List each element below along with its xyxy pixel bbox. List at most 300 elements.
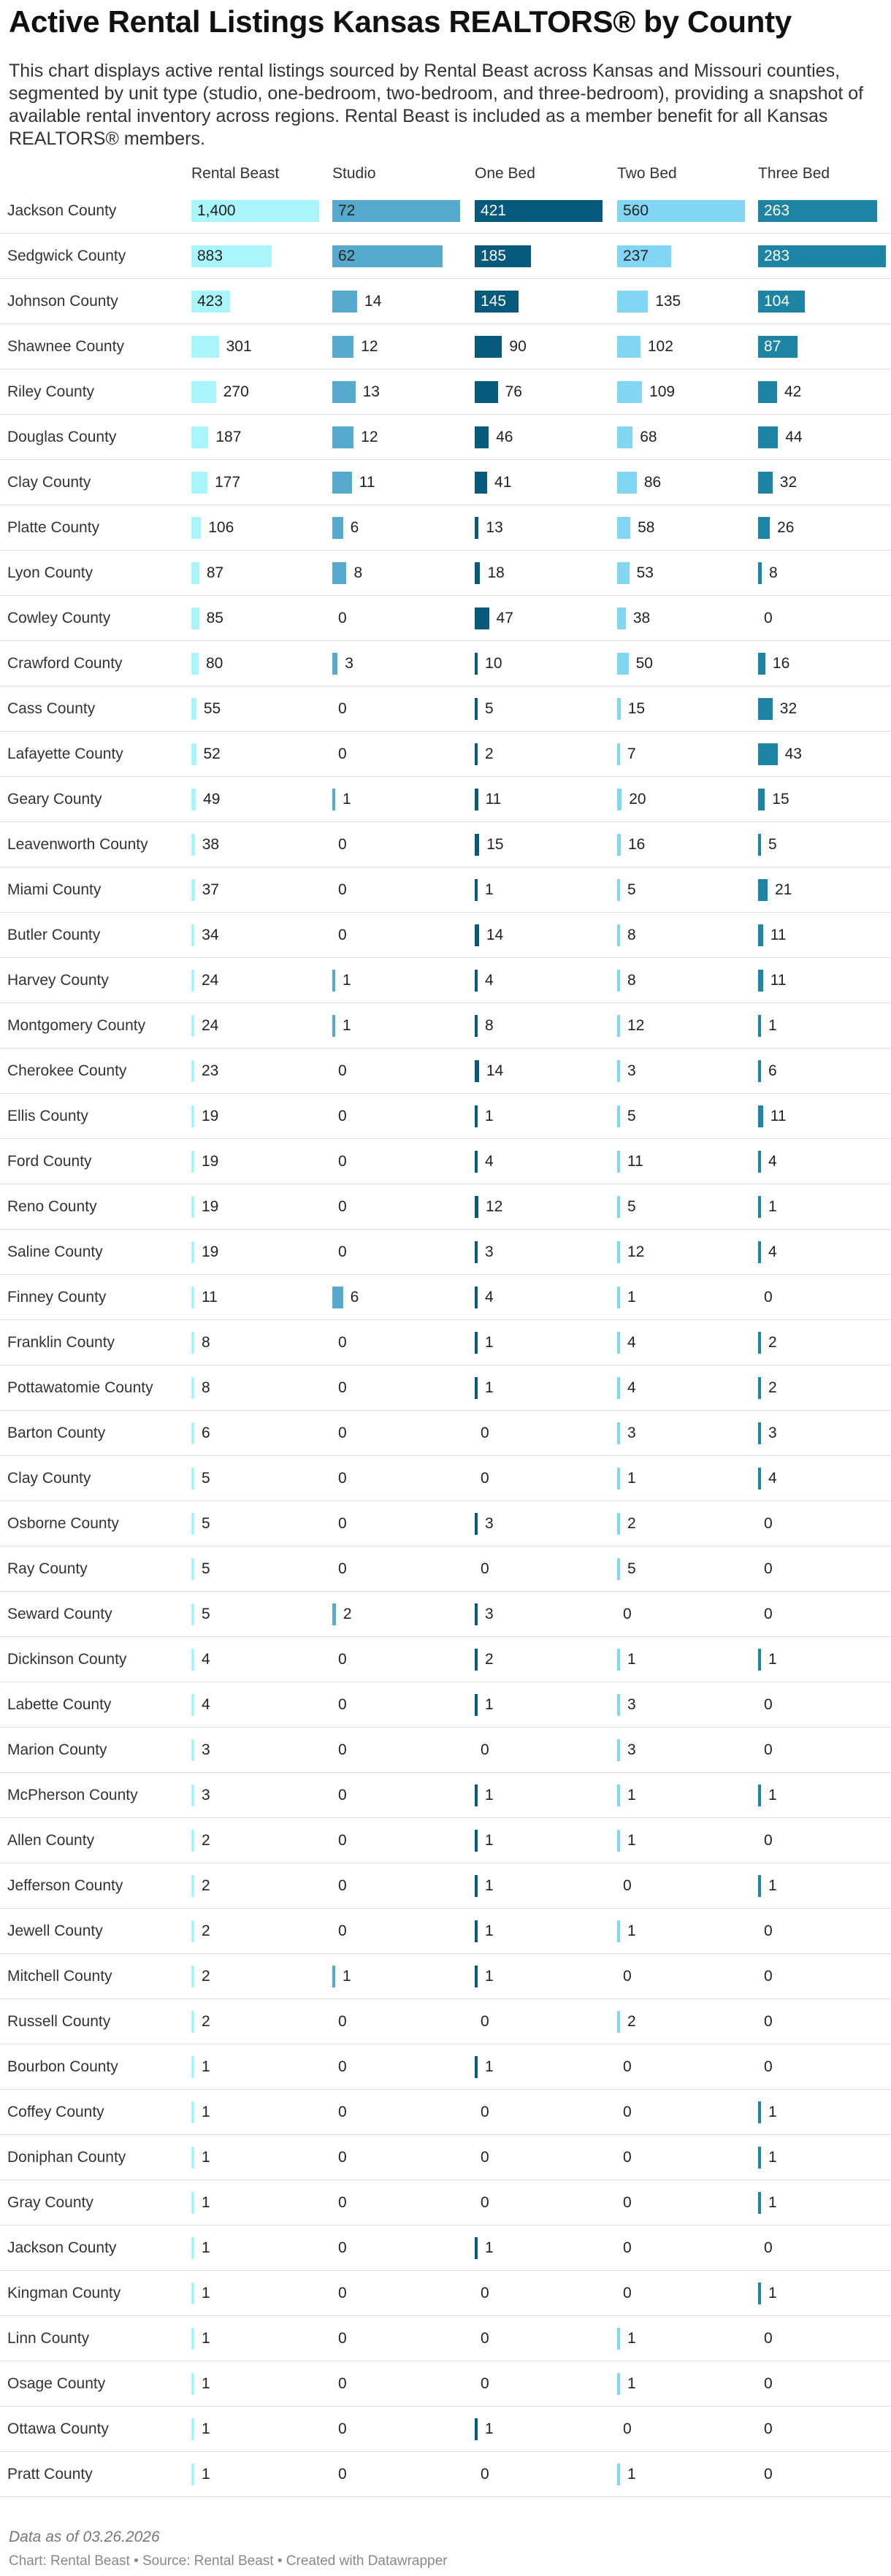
two-bed-bar [617, 1015, 620, 1037]
three-bed-bar [758, 1785, 761, 1806]
studio-value: 0 [338, 2013, 347, 2030]
one-bed-bar [475, 472, 487, 494]
rental-beast-bar [191, 2328, 194, 2350]
three-bed-value: 283 [764, 248, 790, 264]
table-row [0, 1773, 891, 1818]
rental-beast-bar [191, 1603, 194, 1625]
one-bed-bar [475, 1241, 478, 1263]
county-label: Riley County [7, 383, 95, 400]
county-label: Saline County [7, 1243, 103, 1260]
two-bed-bar [617, 698, 621, 720]
table-row [0, 1003, 891, 1049]
column-header-one-bed[interactable]: One Bed [475, 165, 535, 182]
two-bed-bar [617, 1558, 620, 1580]
three-bed-bar [758, 472, 773, 494]
table-row [0, 867, 891, 913]
table-row [0, 415, 891, 460]
two-bed-bar [617, 1377, 620, 1399]
county-label: Ray County [7, 1560, 88, 1577]
three-bed-value: 0 [764, 1741, 773, 1758]
two-bed-bar [617, 879, 620, 901]
studio-value: 8 [353, 564, 363, 581]
rental-beast-bar [191, 562, 199, 584]
table-row [0, 1049, 891, 1094]
rental-beast-value: 6 [202, 1425, 210, 1441]
one-bed-value: 0 [481, 2285, 489, 2301]
one-bed-value: 4 [485, 1289, 494, 1306]
three-bed-value: 1 [768, 1017, 777, 1034]
table-row [0, 777, 891, 822]
one-bed-bar [475, 1694, 478, 1716]
studio-value: 11 [359, 474, 375, 491]
rental-beast-bar [191, 1694, 194, 1716]
studio-value: 0 [338, 1877, 347, 1894]
table-row [0, 958, 891, 1003]
three-bed-value: 1 [768, 2149, 777, 2166]
studio-value: 0 [338, 1243, 347, 1260]
three-bed-value: 3 [768, 1425, 777, 1441]
studio-bar [332, 653, 337, 675]
studio-value: 0 [338, 1741, 347, 1758]
rental-beast-value: 423 [197, 293, 223, 310]
rental-beast-bar [191, 426, 208, 448]
two-bed-value: 4 [627, 1334, 636, 1351]
rental-beast-value: 5 [202, 1515, 210, 1532]
column-header-rental-beast[interactable]: Rental Beast [191, 165, 280, 182]
column-header-two-bed[interactable]: Two Bed [617, 165, 677, 182]
one-bed-bar [475, 2056, 478, 2078]
two-bed-bar [617, 970, 620, 992]
one-bed-value: 0 [481, 1425, 489, 1441]
one-bed-bar [475, 1015, 478, 1037]
one-bed-value: 3 [485, 1515, 494, 1532]
county-label: Ford County [7, 1153, 92, 1170]
rental-beast-bar [191, 2237, 194, 2259]
one-bed-bar [475, 789, 478, 810]
two-bed-bar [617, 1739, 620, 1761]
one-bed-value: 13 [486, 519, 503, 536]
one-bed-value: 1 [485, 1968, 494, 1985]
three-bed-value: 87 [764, 338, 781, 355]
county-label: Douglas County [7, 429, 117, 445]
rental-beast-bar [191, 1196, 194, 1218]
rental-beast-bar [191, 1649, 194, 1671]
one-bed-value: 1 [485, 1334, 494, 1351]
county-label: Franklin County [7, 1334, 115, 1351]
one-bed-bar [475, 426, 489, 448]
county-label: Marion County [7, 1741, 107, 1758]
three-bed-bar [758, 517, 770, 539]
three-bed-value: 6 [768, 1062, 777, 1079]
rental-beast-bar [191, 2147, 194, 2169]
county-label: Allen County [7, 1832, 95, 1849]
county-label: Jackson County [7, 202, 117, 219]
one-bed-bar [475, 924, 479, 946]
table-row [0, 2226, 891, 2271]
one-bed-bar [475, 1966, 478, 1987]
one-bed-value: 0 [481, 1560, 489, 1577]
rental-beast-bar [191, 472, 207, 494]
two-bed-bar [617, 2328, 620, 2350]
one-bed-value: 0 [481, 2330, 489, 2347]
two-bed-value: 4 [627, 1379, 636, 1396]
county-label: Clay County [7, 1470, 91, 1487]
one-bed-value: 185 [481, 248, 507, 264]
county-label: Harvey County [7, 972, 109, 989]
three-bed-value: 0 [764, 2013, 773, 2030]
three-bed-bar [758, 1422, 761, 1444]
one-bed-value: 1 [485, 2420, 494, 2437]
one-bed-bar [475, 1377, 478, 1399]
county-label: Seward County [7, 1606, 112, 1622]
two-bed-bar [617, 336, 640, 358]
two-bed-value: 237 [623, 248, 649, 264]
one-bed-value: 46 [496, 429, 513, 445]
two-bed-value: 12 [627, 1017, 645, 1034]
table-row [0, 1275, 891, 1320]
three-bed-bar [758, 924, 763, 946]
county-label: Leavenworth County [7, 836, 148, 853]
rental-beast-value: 1 [202, 2420, 210, 2437]
studio-bar [332, 381, 356, 403]
two-bed-bar [617, 291, 648, 313]
three-bed-value: 32 [779, 700, 798, 717]
three-bed-value: 44 [785, 429, 803, 445]
rental-beast-value: 1 [202, 2149, 210, 2166]
county-label: Osborne County [7, 1515, 119, 1532]
studio-bar [332, 472, 352, 494]
rental-beast-bar [191, 789, 196, 810]
studio-value: 0 [338, 1334, 347, 1351]
studio-bar [332, 789, 335, 810]
two-bed-value: 5 [627, 1198, 636, 1215]
rental-beast-bar [191, 1241, 194, 1263]
two-bed-value: 0 [623, 1606, 632, 1622]
table-row [0, 2316, 891, 2361]
three-bed-value: 2 [768, 1379, 777, 1396]
county-label: Johnson County [7, 293, 118, 310]
rental-beast-value: 5 [202, 1470, 210, 1487]
two-bed-bar [617, 1151, 620, 1173]
three-bed-value: 0 [764, 1515, 773, 1532]
two-bed-bar [617, 1830, 620, 1852]
rental-beast-bar [191, 2282, 194, 2304]
county-label: Ottawa County [7, 2420, 109, 2437]
chart-subtitle: This chart displays active rental listings sourced by Rental Beast across Kansas and Missouri counties, segmented by unit type (studio, one-bedroom, two-bedroom, and three-bedroom), providing a snapshot of available rental inventory across regions. Rental Beast is included as a member benefit for all Kansas REALTORS® members. [9, 61, 864, 149]
rental-beast-value: 883 [197, 248, 223, 264]
county-label: Dickinson County [7, 1651, 127, 1668]
table-row [0, 505, 891, 551]
three-bed-bar [758, 1649, 761, 1671]
table-row [0, 2044, 891, 2090]
one-bed-value: 18 [487, 564, 505, 581]
one-bed-bar [475, 879, 478, 901]
studio-value: 0 [338, 1515, 347, 1532]
studio-value: 0 [338, 1696, 347, 1713]
two-bed-value: 0 [623, 2104, 632, 2120]
one-bed-value: 4 [485, 1153, 494, 1170]
one-bed-bar [475, 381, 498, 403]
studio-value: 14 [364, 293, 382, 310]
one-bed-value: 15 [486, 836, 504, 853]
one-bed-bar [475, 1875, 478, 1897]
rental-beast-value: 1 [202, 2375, 210, 2392]
three-bed-bar [758, 834, 761, 856]
rental-beast-bar [191, 1468, 194, 1490]
one-bed-value: 1 [485, 1832, 494, 1849]
studio-value: 0 [338, 881, 347, 898]
one-bed-bar [475, 698, 478, 720]
table-row [0, 1546, 891, 1592]
two-bed-bar [617, 2011, 620, 2033]
rental-beast-value: 52 [203, 745, 221, 762]
two-bed-value: 58 [638, 519, 655, 536]
county-label: Crawford County [7, 655, 123, 672]
county-label: Cowley County [7, 610, 111, 626]
one-bed-bar [475, 1513, 478, 1535]
column-header-studio[interactable]: Studio [332, 165, 376, 182]
one-bed-bar [475, 1151, 478, 1173]
studio-value: 0 [338, 700, 347, 717]
table-row [0, 1320, 891, 1365]
two-bed-value: 1 [627, 1832, 636, 1849]
table-row [0, 1139, 891, 1184]
studio-value: 62 [338, 248, 356, 264]
rental-beast-bar [191, 698, 196, 720]
one-bed-value: 0 [481, 1741, 489, 1758]
studio-value: 1 [343, 791, 351, 808]
one-bed-value: 0 [481, 2194, 489, 2211]
one-bed-bar [475, 562, 480, 584]
county-label: Doniphan County [7, 2149, 126, 2166]
one-bed-bar [475, 1105, 478, 1127]
county-label: Osage County [7, 2375, 106, 2392]
table-row [0, 1728, 891, 1773]
studio-value: 0 [338, 1425, 347, 1441]
three-bed-bar [758, 970, 763, 992]
two-bed-value: 16 [628, 836, 646, 853]
rental-beast-bar [191, 1558, 194, 1580]
three-bed-value: 1 [768, 1787, 777, 1803]
two-bed-value: 5 [627, 881, 636, 898]
one-bed-bar [475, 1603, 478, 1625]
one-bed-bar [475, 336, 502, 358]
two-bed-bar [617, 1785, 620, 1806]
rental-beast-bar [191, 2464, 194, 2485]
rental-beast-bar [191, 2418, 194, 2440]
studio-value: 6 [350, 519, 359, 536]
studio-bar [332, 1603, 336, 1625]
studio-value: 12 [361, 338, 378, 355]
three-bed-value: 11 [770, 1108, 787, 1124]
two-bed-bar [617, 381, 642, 403]
two-bed-value: 2 [627, 2013, 636, 2030]
two-bed-value: 11 [627, 1153, 643, 1170]
studio-value: 3 [345, 655, 353, 672]
rental-beast-bar [191, 2101, 194, 2123]
table-row [0, 1637, 891, 1682]
table-row [0, 188, 891, 234]
two-bed-value: 86 [643, 474, 662, 491]
two-bed-bar [617, 743, 620, 765]
county-label: Jackson County [7, 2239, 117, 2256]
three-bed-bar [758, 1196, 761, 1218]
rental-beast-bar [191, 1105, 194, 1127]
rental-beast-value: 34 [202, 927, 219, 943]
county-label: Pratt County [7, 2466, 93, 2483]
one-bed-bar [475, 1060, 479, 1082]
rental-beast-value: 5 [202, 1606, 210, 1622]
studio-value: 12 [361, 429, 378, 445]
three-bed-value: 0 [764, 2239, 773, 2256]
three-bed-bar [758, 1151, 761, 1173]
three-bed-value: 0 [764, 610, 773, 626]
three-bed-bar [758, 653, 765, 675]
three-bed-bar [758, 698, 773, 720]
one-bed-bar [475, 1332, 478, 1354]
county-label: Miami County [7, 881, 102, 898]
rental-beast-bar [191, 1966, 194, 1987]
table-row [0, 279, 891, 324]
studio-value: 0 [338, 1108, 347, 1124]
three-bed-value: 0 [764, 1606, 773, 1622]
three-bed-value: 0 [764, 2330, 773, 2347]
rental-beast-value: 1 [202, 2330, 210, 2347]
rental-beast-bar [191, 381, 216, 403]
studio-value: 1 [343, 1017, 351, 1034]
rental-beast-bar [191, 1875, 194, 1897]
two-bed-bar [617, 1287, 620, 1308]
two-bed-value: 15 [627, 700, 646, 717]
studio-value: 0 [338, 2194, 347, 2211]
three-bed-bar [758, 1241, 761, 1263]
one-bed-value: 1 [485, 1787, 494, 1803]
table-row [0, 1184, 891, 1230]
two-bed-value: 12 [627, 1243, 645, 1260]
three-bed-bar [758, 562, 762, 584]
three-bed-value: 0 [764, 2420, 773, 2437]
one-bed-value: 90 [509, 338, 527, 355]
table-row [0, 369, 891, 415]
one-bed-value: 2 [485, 745, 494, 762]
studio-value: 0 [338, 1470, 347, 1487]
one-bed-value: 421 [481, 202, 507, 219]
studio-value: 2 [343, 1606, 352, 1622]
three-bed-bar [758, 2282, 761, 2304]
studio-value: 0 [338, 2375, 347, 2392]
three-bed-bar [758, 743, 778, 765]
two-bed-value: 1 [627, 1651, 636, 1668]
studio-value: 0 [338, 2058, 347, 2075]
table-row [0, 822, 891, 867]
three-bed-bar [758, 789, 765, 810]
county-label: Labette County [7, 1696, 112, 1713]
three-bed-value: 26 [777, 519, 795, 536]
three-bed-bar [758, 879, 768, 901]
three-bed-value: 0 [764, 2466, 773, 2483]
one-bed-value: 47 [496, 610, 513, 626]
studio-bar [332, 562, 346, 584]
three-bed-bar [758, 381, 777, 403]
table-row [0, 460, 891, 505]
two-bed-bar [617, 834, 621, 856]
one-bed-value: 5 [485, 700, 494, 717]
two-bed-bar [617, 1105, 620, 1127]
rental-beast-value: 4 [202, 1696, 210, 1713]
three-bed-value: 104 [764, 293, 790, 310]
one-bed-value: 0 [481, 2375, 489, 2392]
two-bed-bar [617, 653, 629, 675]
two-bed-bar [617, 1513, 620, 1535]
three-bed-value: 1 [768, 1877, 777, 1894]
one-bed-value: 0 [481, 2466, 489, 2483]
rental-beast-value: 177 [215, 474, 241, 491]
one-bed-bar [475, 1920, 478, 1942]
two-bed-value: 5 [627, 1108, 636, 1124]
two-bed-bar [617, 2464, 620, 2485]
one-bed-value: 1 [485, 2239, 494, 2256]
table-row [0, 1365, 891, 1411]
column-header-three-bed[interactable]: Three Bed [758, 165, 830, 182]
county-label: Finney County [7, 1289, 107, 1306]
two-bed-value: 0 [623, 2194, 632, 2211]
three-bed-value: 4 [768, 1243, 777, 1260]
two-bed-bar [617, 1196, 620, 1218]
three-bed-value: 42 [784, 383, 802, 400]
table-row [0, 2090, 891, 2135]
two-bed-bar [617, 607, 626, 629]
two-bed-value: 2 [627, 1515, 636, 1532]
county-label: Mitchell County [7, 1968, 112, 1985]
studio-bar [332, 1287, 343, 1308]
three-bed-bar [758, 1332, 761, 1354]
studio-value: 0 [338, 2330, 347, 2347]
two-bed-value: 8 [627, 972, 636, 989]
two-bed-value: 0 [623, 1968, 632, 1985]
table-row [0, 1230, 891, 1275]
rental-beast-bar [191, 2011, 194, 2033]
two-bed-value: 1 [627, 2375, 636, 2392]
rental-beast-value: 19 [202, 1198, 219, 1215]
one-bed-value: 3 [485, 1243, 494, 1260]
studio-bar [332, 970, 335, 992]
rental-beast-value: 1,400 [197, 202, 236, 219]
three-bed-bar [758, 2147, 761, 2169]
chart-credit: Chart: Rental Beast • Source: Rental Beast • Created with Datawrapper [9, 2553, 448, 2569]
two-bed-value: 53 [636, 564, 654, 581]
rental-beast-value: 1 [202, 2104, 210, 2120]
studio-value: 72 [338, 202, 356, 219]
table-row [0, 732, 891, 777]
two-bed-bar [617, 1694, 620, 1716]
studio-value: 0 [338, 2466, 347, 2483]
county-label: Bourbon County [7, 2058, 118, 2075]
rental-beast-bar [191, 2373, 194, 2395]
one-bed-bar [475, 607, 489, 629]
rental-beast-bar [191, 653, 199, 675]
three-bed-value: 263 [764, 202, 790, 219]
table-row [0, 913, 891, 958]
three-bed-value: 0 [764, 1968, 773, 1985]
rental-beast-value: 2 [202, 2013, 210, 2030]
one-bed-value: 1 [485, 1696, 494, 1713]
two-bed-value: 68 [640, 429, 657, 445]
three-bed-value: 43 [784, 745, 802, 762]
studio-bar [332, 517, 343, 539]
three-bed-bar [758, 2192, 761, 2214]
rental-beast-bar [191, 607, 199, 629]
two-bed-value: 1 [627, 1923, 636, 1939]
